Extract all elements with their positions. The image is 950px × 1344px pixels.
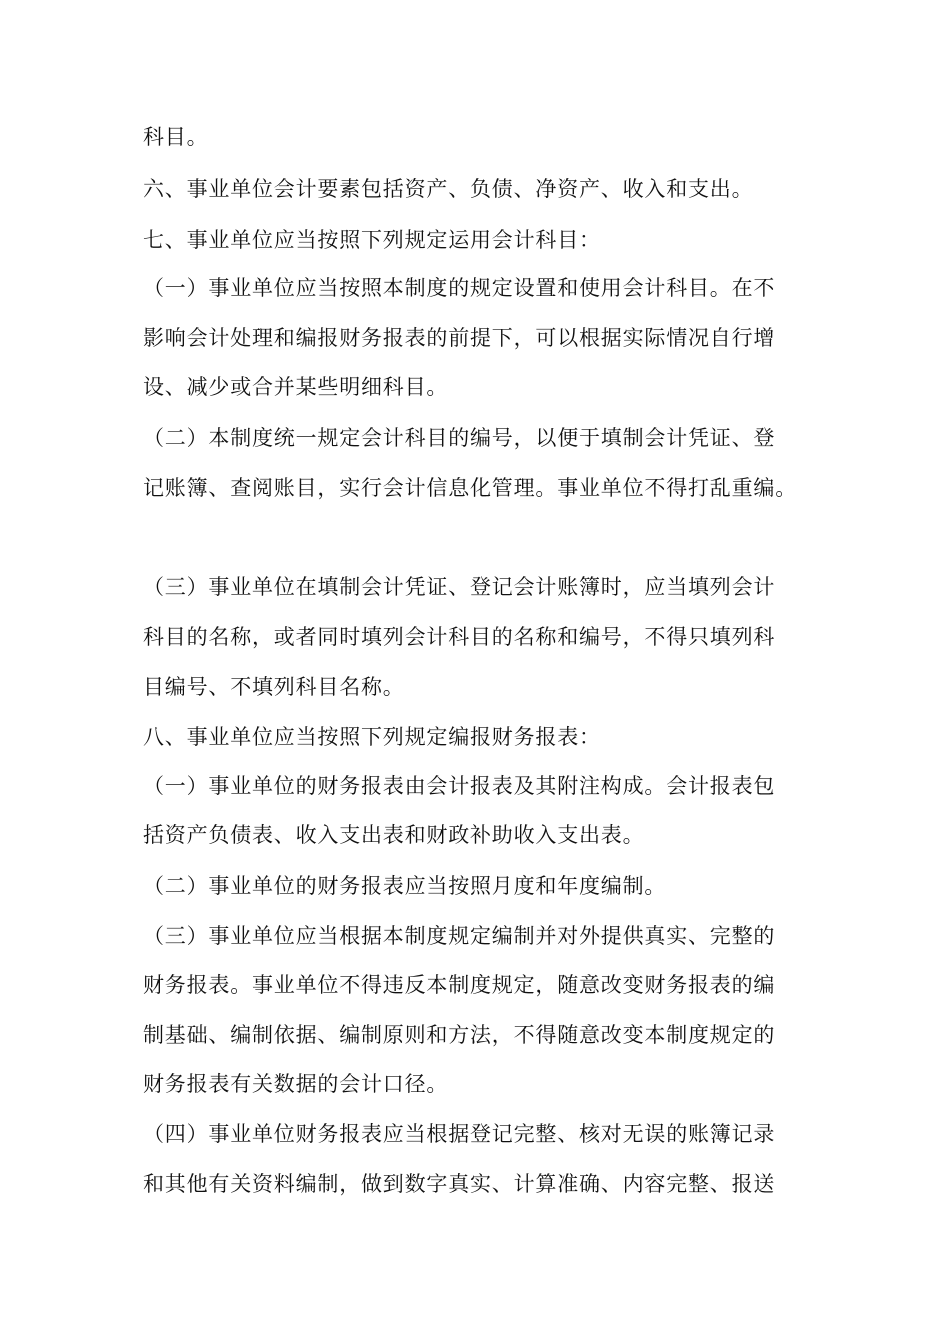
- text-line: 科目。: [143, 125, 209, 149]
- text-line: 目编号、不填列科目名称。: [143, 675, 405, 699]
- text-line: 七、事业单位应当按照下列规定运用会计科目：: [143, 228, 601, 252]
- text-line: 财务报表。事业单位不得违反本制度规定，随意改变财务报表的编: [143, 973, 776, 997]
- text-line: 制基础、编制依据、编制原则和方法，不得随意改变本制度规定的: [143, 1023, 776, 1047]
- text-line: 设、减少或合并某些明细科目。: [143, 375, 449, 399]
- text-line: 财务报表有关数据的会计口径。: [143, 1072, 449, 1096]
- text-line: 影响会计处理和编报财务报表的前提下，可以根据实际情况自行增: [143, 326, 776, 350]
- text-line: 记账簿、查阅账目，实行会计信息化管理。事业单位不得打乱重编。: [143, 476, 797, 500]
- text-line: （二）本制度统一规定会计科目的编号，以便于填制会计凭证、登: [143, 426, 776, 450]
- text-line: 括资产负债表、收入支出表和财政补助收入支出表。: [143, 823, 645, 847]
- text-line: 六、事业单位会计要素包括资产、负债、净资产、收入和支出。: [143, 177, 754, 201]
- text-line: （四）事业单位财务报表应当根据登记完整、核对无误的账簿记录: [143, 1122, 776, 1146]
- text-line: （三）事业单位应当根据本制度规定编制并对外提供真实、完整的: [143, 924, 776, 948]
- text-line: （三）事业单位在填制会计凭证、登记会计账簿时，应当填列会计: [143, 575, 776, 599]
- text-line: 八、事业单位应当按照下列规定编报财务报表：: [143, 725, 601, 749]
- text-line: （一）事业单位应当按照本制度的规定设置和使用会计科目。在不: [143, 276, 776, 300]
- text-line: 科目的名称，或者同时填列会计科目的名称和编号，不得只填列科: [143, 625, 776, 649]
- text-line: 和其他有关资料编制，做到数字真实、计算准确、内容完整、报送: [143, 1172, 776, 1196]
- text-line: （一）事业单位的财务报表由会计报表及其附注构成。会计报表包: [143, 774, 776, 798]
- text-line: （二）事业单位的财务报表应当按照月度和年度编制。: [143, 874, 667, 898]
